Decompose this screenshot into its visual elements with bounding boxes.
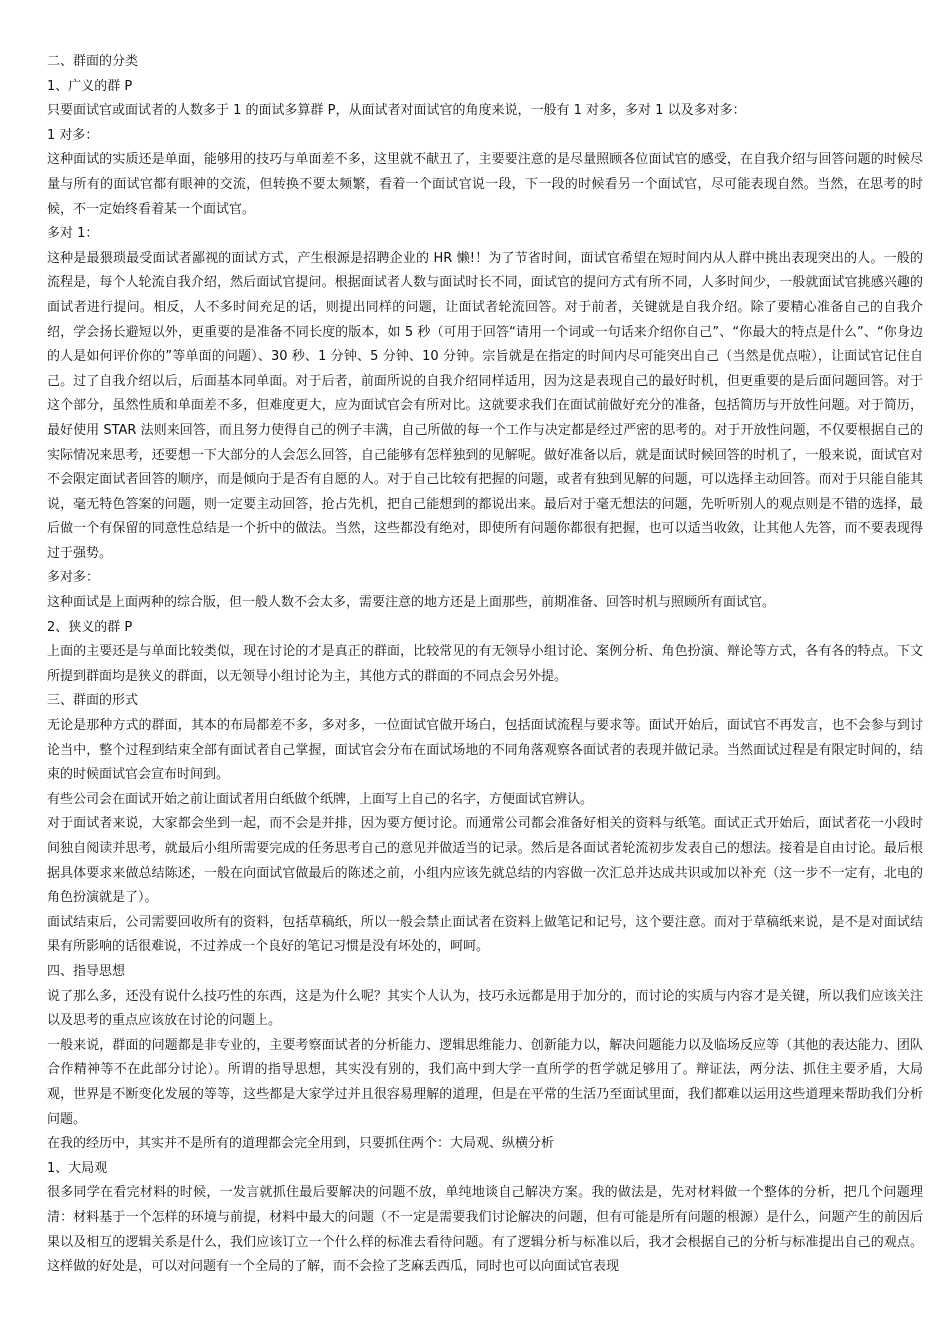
one-to-many-label: 1 对多： <box>47 127 99 143</box>
subsection-narrow-heading: 2、狭义的群 P <box>47 619 133 635</box>
subsection-broad-heading: 1、广义的群 P <box>47 78 133 94</box>
guidance-paragraph-3: 在我的经历中，其实并不是所有的道理都会完全用到，只要抓住两个：大局观、纵横分析 <box>47 1136 555 1152</box>
many-to-one-paragraph: 这种是最猥琐最受面试者鄙视的面试方式，产生根源是招聘企业的 HR 懒!！为了节省时间，面试官希望在短时间内从人群中挑出表现突出的人。一般的流程是，每个人轮流自我介绍，然后面试官提问。根据面试者人数与面试时长不同，面试官的提问方式有所不同，人多时间少，一般就面试官挑感兴趣的面试者进行提问。相反，人不多时间充足的话，则提出同样的问题，让面试者轮流回答。对于前者，关键就是自我介绍。除了要精心准备自己的自我介绍，学会扬长避短以外，更重要的是准备不同长度的版本，如 5 秒（可用于回答“请用一个词或一句话来介绍你自己”、“你最大的特点是什么”、“你身边的人是如何评价你的”等单面的问题）、30 秒、1 分钟、5 分钟、10 分钟。宗旨就是在指定的时间内尽可能突出自己（当然是优点啦），让面试官记住自己。过了自我介绍以后，后面基本同单面。对于后者，前面所说的自我介绍同样适用，因为这是表现自己的最好时机，但更重要的是后面问题回答。对于这个部分，虽然性质和单面差不多，但难度更大，应为面试官会有所对比。这就要求我们在面试前做好充分的准备，包括简历与开放性问题。对于简历，最好使用 STAR 法则来回答，而且努力使得自己的例子丰满，自己所做的每一个工作与决定都是经过严密的思考的。对于开放性问题，不仅要根据自己的实际情况来思考，还要想一下大部分的人会怎么回答，自己能够有怎样独到的见解呢。做好准备以后，就是面试时候回答的时机了，一般来说，面试官对不会限定面试者回答的顺序，而是倾向于是否有自愿的人。对于自己比较有把握的问题，或者有独到见解的问题，可以选择主动回答。而对于只能自能其说，毫无特色答案的问题，则一定要主动回答，抢占先机，把自己能想到的都说出来。最后对于毫无想法的问题，先听听别人的观点则是不错的选择，最后做一个有保留的同意性总结是一个折中的做法。当然，这些都没有绝对，即使所有问题你都很有把握，也可以适当收敛，让其他人先答，而不要表现得过于强势。 <box>47 250 923 561</box>
section-2-heading: 二、群面的分类 <box>47 54 139 69</box>
format-paragraph-2: 有些公司会在面试开始之前让面试者用白纸做个纸牌，上面写上自己的名字，方便面试官辨认。 <box>47 791 594 807</box>
section-4-heading: 四、指导思想 <box>47 963 126 979</box>
format-paragraph-3: 对于面试者来说，大家都会坐到一起，而不会是并排，因为要方便讨论。而通常公司都会准备好相关的资料与纸笔。面试正式开始后，面试者花一小段时间独自阅读并思考，就最后小组所需要完成的任务思考自己的意见并做适当的记录。然后是各面试者轮流初步发表自己的想法。接着是自由讨论。最后根据具体要求来做总结陈述，一般在向面试官做最后的陈述之前，小组内应该先就总结的内容做一次汇总并达成共识或加以补充（这一步不一定有，北电的角色扮演就是了）。 <box>47 816 923 906</box>
guidance-paragraph-1: 说了那么多，还没有说什么技巧性的东西，这是为什么呢？其实个人认为，技巧永远都是用于加分的，而讨论的实质与内容才是关键，所以我们应该关注以及思考的重点应该放在讨论的问题上。 <box>47 988 923 1029</box>
format-paragraph-4: 面试结束后，公司需要回收所有的资料，包括草稿纸，所以一般会禁止面试者在资料上做笔记和记号，这个要注意。而对于草稿纸来说，是不是对面试结果有所影响的话很难说，不过养成一个良好的笔记习惯是没有坏处的，呵呵。 <box>47 914 923 955</box>
many-to-many-paragraph: 这种面试是上面两种的综合版，但一般人数不会太多，需要注意的地方还是上面那些，前期准备、回答时机与照顾所有面试官。 <box>47 595 776 611</box>
section-3-heading: 三、群面的形式 <box>47 693 139 709</box>
guidance-paragraph-2: 一般来说，群面的问题都是非专业的，主要考察面试者的分析能力、逻辑思维能力、创新能力以，解决问题能力以及临场反应等（其他的表达能力、团队合作精神等不在此部分讨论）。所谓的指导思想，其实没有别的，我们高中到大学一直所学的哲学就足够用了。辩证法，两分法、抓住主要矛盾，大局观，世界是不断变化发展的等等，这些都是大家学过并且很容易理解的道理，但是在平常的生活乃至面试里面，我们都难以运用这些道理来帮助我们分析问题。 <box>47 1037 923 1127</box>
subsection-big-picture-heading: 1、大局观 <box>47 1160 108 1176</box>
one-to-many-paragraph: 这种面试的实质还是单面，能够用的技巧与单面差不多，这里就不献丑了，主要要注意的是尽量照顾各位面试官的感受，在自我介绍与回答问题的时候尽量与所有的面试官都有眼神的交流，但转换不要太频繁，看着一个面试官说一段，下一段的时候看另一个面试官，尽可能表现自然。当然，在思考的时候，不一定始终看着某一个面试官。 <box>47 152 923 217</box>
document-page <box>47 50 923 1280</box>
narrow-definition-paragraph: 上面的主要还是与单面比较类似，现在讨论的才是真正的群面，比较常见的有无领导小组讨论、案例分析、角色扮演、辩论等方式，各有各的特点。下文所提到群面均是狭义的群面，以无领导小组讨论为主，其他方式的群面的不同点会另外提。 <box>47 644 923 684</box>
big-picture-paragraph: 很多同学在看完材料的时候，一发言就抓住最后要解决的问题不放，单纯地谈自己解决方案。我的做法是，先对材料做一个整体的分析，把几个问题理清：材料基于一个怎样的环境与前提，材料中最大的问题（不一定是需要我们讨论解决的问题，但有可能是所有问题的根源）是什么，问题产生的前因后果以及相互的逻辑关系是什么，我们应该订立一个什么样的标准去看待问题。有了逻辑分析与标准以后，我才会根据自己的分析与标准提出自己的观点。这样做的好处是，可以对问题有一个全局的了解，而不会捡了芝麻丢西瓜，同时也可以向面试官表现 <box>47 1185 923 1275</box>
broad-definition-paragraph: 只要面试官或面试者的人数多于 1 的面试多算群 P，从面试者对面试官的角度来说，一般有 1 对多，多对 1 以及多对多： <box>47 103 746 119</box>
format-paragraph-1: 无论是那种方式的群面，其本的布局都差不多，多对多，一位面试官做开场白，包括面试流程与要求等。面试开始后，面试官不再发言，也不会参与到讨论当中，整个过程到结束全部有面试者自己掌握，面试官会分布在面试场地的不同角落观察各面试者的表现并做记录。当然面试过程是有限定时间的，结束的时候面试官会宣布时间到。 <box>47 718 923 783</box>
many-to-many-label: 多对多： <box>47 570 100 586</box>
many-to-one-label: 多对 1： <box>47 226 99 242</box>
